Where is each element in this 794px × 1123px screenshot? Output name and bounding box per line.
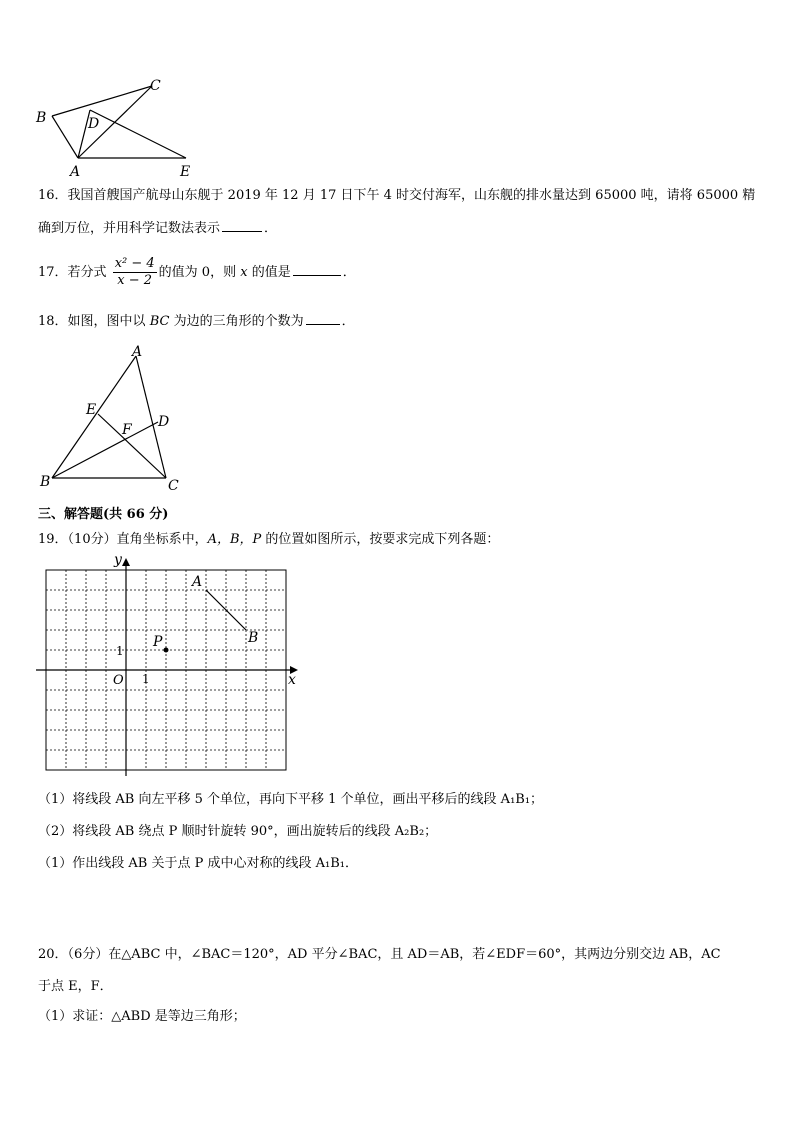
q18-end: ． xyxy=(341,314,355,329)
q16-line1: 16．我国首艘国产航母山东舰于 2019 年 12 月 17 日下午 4 时交付海军，山东舰的排水量达到 65000 吨，请将 65000 精 xyxy=(38,188,756,203)
q16-line2-text: 确到万位，并用科学记数法表示 xyxy=(38,221,221,236)
q17-var: x xyxy=(240,265,248,280)
q19-points: A，B，P xyxy=(207,532,262,547)
q16-line2 xyxy=(38,219,277,238)
q19-sub1: （1）将线段 AB 向左平移 5 个单位，再向下平移 1 个单位，画出平移后的线段 A₁B₁； xyxy=(38,792,544,807)
label-d2: D xyxy=(158,414,170,430)
point-p-label: P xyxy=(153,634,163,650)
q17-denominator: x − 2 xyxy=(117,273,153,288)
q17-answer-blank[interactable] xyxy=(293,263,341,276)
figure-2 xyxy=(36,344,196,494)
q17-line xyxy=(38,256,356,289)
label-f2: F xyxy=(122,422,132,438)
label-c2: C xyxy=(168,478,179,494)
q20-sub1: （1）求证：△ABD 是等边三角形； xyxy=(38,1009,246,1024)
q17-fraction xyxy=(113,256,157,289)
label-c: C xyxy=(150,78,161,94)
q16-end: ． xyxy=(264,221,278,236)
q18-prefix: 18．如图，图中以 xyxy=(38,314,150,329)
label-b2: B xyxy=(40,474,51,490)
q18-answer-blank[interactable] xyxy=(306,312,340,325)
q17-end: ． xyxy=(342,265,356,280)
q18-bc: BC xyxy=(149,314,170,329)
label-a2: A xyxy=(132,344,143,360)
q17-numerator: x² − 4 xyxy=(114,256,155,271)
q17-prefix: 17．若分式 xyxy=(38,265,107,280)
q20-line1: 20．（6分）在△ABC 中，∠BAC＝120°，AD 平分∠BAC，且 AD＝AB，若∠EDF＝60°，其两边分别交边 AB，AC xyxy=(38,947,721,962)
label-e2: E xyxy=(86,402,97,418)
q17-suffix: 的值是 xyxy=(247,265,291,280)
section-3-title: 三、解答题(共 66 分) xyxy=(38,507,169,522)
q20-line2: 于点 E，F． xyxy=(38,979,113,994)
tick-x-1: 1 xyxy=(142,672,150,686)
q18-suffix: 为边的三角形的个数为 xyxy=(169,314,304,329)
label-b: B xyxy=(36,110,47,126)
label-d: D xyxy=(88,116,100,132)
label-a: A xyxy=(70,164,81,180)
label-e: E xyxy=(180,164,191,180)
q18-line xyxy=(38,312,355,331)
axis-y-label: y xyxy=(114,552,122,568)
coordinate-grid xyxy=(36,552,306,780)
figure-1 xyxy=(30,72,210,182)
axis-x-label: x xyxy=(288,672,296,688)
q17-mid: 的值为 0，则 xyxy=(158,265,241,280)
origin-label: O xyxy=(113,673,124,688)
q19-sub3: （1）作出线段 AB 关于点 P 成中心对称的线段 A₁B₁． xyxy=(38,856,358,871)
q19-sub2: （2）将线段 AB 绕点 P 顺时针旋转 90°，画出旋转后的线段 A₂B₂； xyxy=(38,824,438,839)
q19-intro xyxy=(38,531,499,549)
q19-intro-prefix: 19．（10分）直角坐标系中， xyxy=(38,532,208,547)
q19-intro-suffix: 的位置如图所示，按要求完成下列各题： xyxy=(261,532,500,547)
point-a-label: A xyxy=(192,574,203,590)
q16-answer-blank[interactable] xyxy=(222,219,262,232)
point-b-label: B xyxy=(248,630,259,646)
tick-y-1: 1 xyxy=(116,644,124,658)
